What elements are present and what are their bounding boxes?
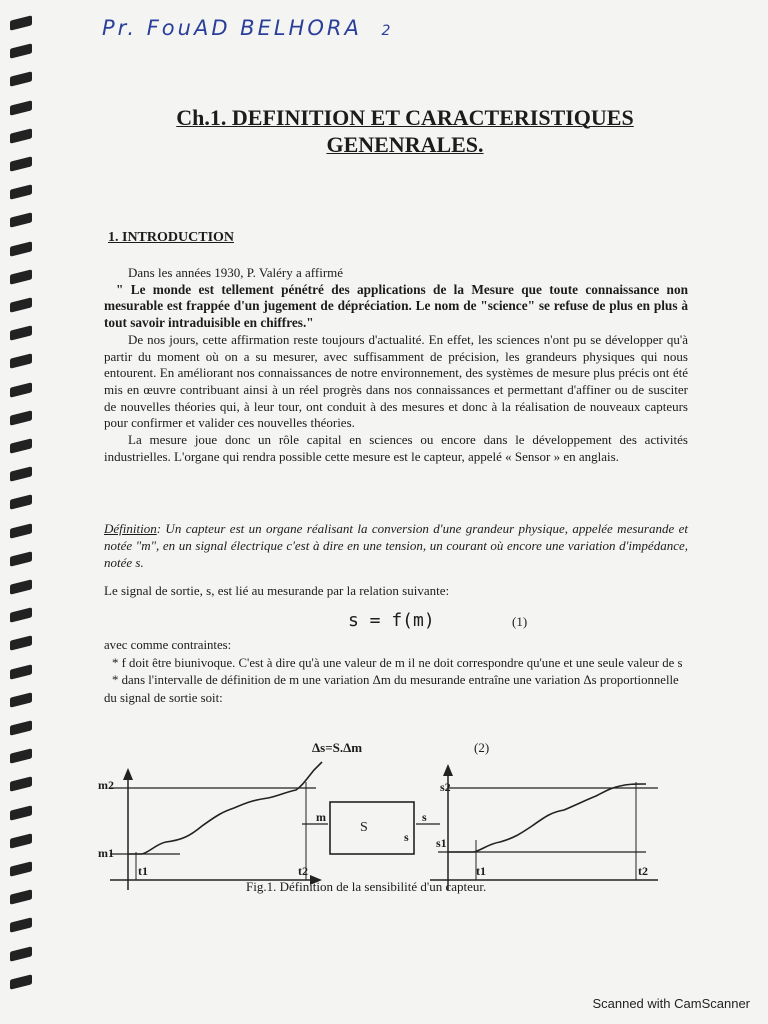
binding-hole	[10, 579, 32, 594]
label-s2: s2	[440, 780, 451, 794]
author-name: Pr. FouAD BELHORA	[102, 16, 362, 40]
binding-hole	[10, 551, 32, 566]
label-s1: s1	[436, 836, 447, 850]
binding-hole	[10, 438, 32, 453]
binding-hole	[10, 607, 32, 622]
binding-hole	[10, 15, 32, 30]
label-m1: m1	[98, 846, 114, 860]
definition-text: : Un capteur est un organe réalisant la conversion d'une grandeur physique, appelée mesurande et notée "m", en un signal électrique c'est à dire en une tension, un courant où encore une variation d'impédance, notée s.	[104, 521, 688, 570]
constraints-intro: avec comme contraintes:	[104, 638, 232, 652]
handwritten-page-number: 2	[381, 23, 391, 39]
sensor-box	[330, 802, 414, 854]
binding-hole	[10, 889, 32, 904]
binding-hole	[10, 354, 32, 369]
left-y-arrow	[123, 768, 133, 780]
label-output-s: s	[422, 810, 427, 824]
intro-paragraph-2: La mesure joue donc un rôle capital en sciences ou encore dans le développement des activités industrielles. L'organe qui rendra possible cette mesure est le capteur, appelé « Sensor » en anglais.	[104, 432, 688, 464]
binding-hole	[10, 269, 32, 284]
scanner-watermark: Scanned with CamScanner	[592, 996, 750, 1011]
intro-block	[104, 265, 688, 465]
binding-hole	[10, 297, 32, 312]
binding-hole	[10, 748, 32, 763]
binding-hole	[10, 946, 32, 961]
spiral-binding	[10, 10, 40, 1000]
constraint-1: * f doit être biunivoque. C'est à dire qu'à une valeur de m il ne doit correspondre qu'une et une seule valeur de s	[112, 655, 683, 670]
intro-paragraph-1: De nos jours, cette affirmation reste toujours d'actualité. En effet, les sciences n'ont pu se développer qu'à partir du moment où on a su mesurer, avec suffisamment de précision, les grandeurs physiques qui nous entourent. En améliorant nos connaissances de notre environnement, des systèmes de mesure plus précis ont été mis en œuvre contribuant ainsi à un réel progrès dans nos connaissances et permettant d'affiner ou de susciter de nouvelles théories qui, à leur tour, ont conduit à des mesures et donc à la réalisation de nouveaux capteurs pour confirmer et valider ces nouvelles théories.	[104, 331, 688, 431]
binding-hole	[10, 410, 32, 425]
binding-hole	[10, 466, 32, 481]
binding-hole	[10, 382, 32, 397]
right-y-arrow	[443, 764, 453, 776]
label-m2: m2	[98, 778, 114, 792]
binding-hole	[10, 861, 32, 876]
binding-hole	[10, 213, 32, 228]
figure-caption: Fig.1. Définition de la sensibilité d'un capteur.	[246, 879, 487, 894]
binding-hole	[10, 664, 32, 679]
chapter-title-line2: GENENRALES.	[326, 132, 484, 157]
binding-hole	[10, 974, 32, 989]
binding-hole	[10, 241, 32, 256]
label-right-t1: t1	[476, 864, 486, 878]
label-input-m: m	[316, 810, 326, 824]
constraints-block	[104, 637, 688, 707]
binding-hole	[10, 43, 32, 58]
chapter-title	[130, 104, 680, 158]
binding-hole	[10, 720, 32, 735]
binding-hole	[10, 918, 32, 933]
equation-1: s = f(m)	[348, 610, 435, 631]
binding-hole	[10, 777, 32, 792]
label-box-s: S	[360, 820, 368, 835]
binding-hole	[10, 805, 32, 820]
section-heading: 1. INTRODUCTION	[108, 230, 235, 245]
label-right-t2: t2	[638, 864, 648, 878]
binding-hole	[10, 72, 32, 87]
binding-hole	[10, 100, 32, 115]
label-left-t2: t2	[298, 864, 308, 878]
binding-hole	[10, 833, 32, 848]
binding-hole	[10, 636, 32, 651]
label-box-output: s	[404, 830, 409, 844]
binding-hole	[10, 184, 32, 199]
valery-quote: " Le monde est tellement pénétré des applications de la Mesure que toute connaissance non mesurable est frappée d'un jugement de dépréciation. Le nom de "science" se refuse de plus en plus à tout savoir intraduisible en chiffres."	[104, 281, 688, 331]
binding-hole	[10, 128, 32, 143]
right-curve	[448, 784, 646, 852]
equation-1-number: (1)	[512, 614, 528, 629]
binding-hole	[10, 325, 32, 340]
definition-block	[104, 520, 688, 571]
sensitivity-formula: Δs=S.Δm	[312, 740, 363, 755]
label-left-t1: t1	[138, 864, 148, 878]
constraint-2: * dans l'intervalle de définition de m une variation Δm du mesurande entraîne une variation Δs proportionnelle du signal de sortie soit:	[104, 673, 679, 705]
binding-hole	[10, 156, 32, 171]
binding-hole	[10, 692, 32, 707]
definition-label: Définition	[104, 521, 157, 536]
formula-number: (2)	[474, 740, 490, 755]
binding-hole	[10, 495, 32, 510]
binding-hole	[10, 523, 32, 538]
handwritten-author	[102, 16, 442, 50]
left-curve	[128, 762, 322, 854]
intro-lead: Dans les années 1930, P. Valéry a affirmé	[128, 265, 344, 280]
chapter-title-line1: Ch.1. DEFINITION ET CARACTERISTIQUES	[176, 105, 634, 130]
relation-intro: Le signal de sortie, s, est lié au mesurande par la relation suivante:	[104, 583, 450, 598]
